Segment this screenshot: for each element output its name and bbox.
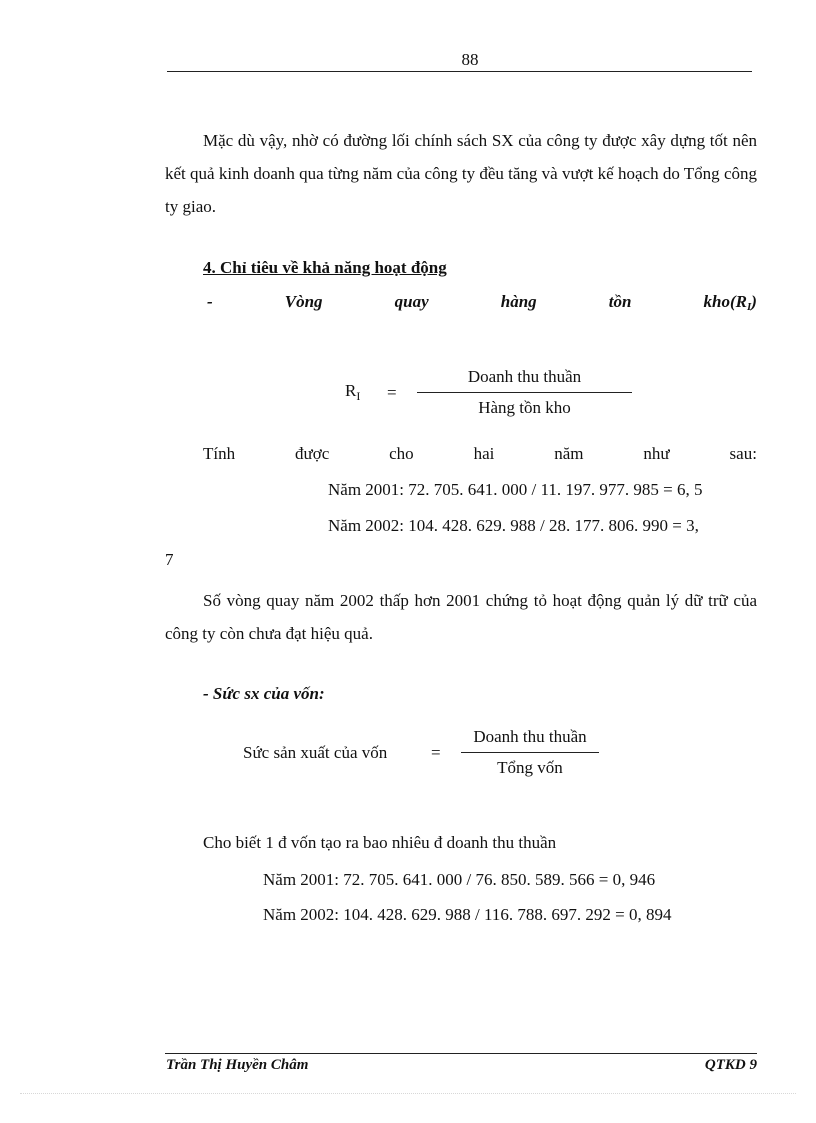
calc-intro-line <box>203 444 757 464</box>
capital-calc-2001: Năm 2001: 72. 705. 641. 000 / 76. 850. 589. 566 = 0, 946 <box>263 870 656 889</box>
inventory-heading-kho: kho(R <box>703 292 748 311</box>
page-bottom-edge <box>20 1093 796 1094</box>
inventory-heading-word: tồn <box>608 292 632 311</box>
calc-intro-word: sau: <box>729 444 757 463</box>
inventory-turnover-heading <box>207 292 757 313</box>
intro-paragraph <box>165 124 757 223</box>
capital-formula-equals: = <box>431 742 441 762</box>
inventory-heading-last <box>704 292 757 313</box>
footer-author: Trần Thị Huyền Châm <box>166 1057 309 1073</box>
calc-intro-word: hai <box>473 444 495 463</box>
inventory-turnover-formula <box>345 362 632 423</box>
inventory-conclusion-text: Số vòng quay năm 2002 thấp hơn 2001 chứng tỏ hoạt động quản lý dữ trữ của công ty còn chưa đạt hiệu quả. <box>165 591 757 643</box>
formula-symbol-subscript: I <box>356 389 361 403</box>
inventory-heading-subscript: I <box>747 301 752 313</box>
calc-intro-word: cho <box>389 444 414 463</box>
capital-productivity-heading: - Sức sx của vốn: <box>203 684 325 703</box>
formula-symbol <box>345 381 387 404</box>
formula-fraction <box>417 362 632 423</box>
inventory-heading-word: Vòng <box>284 292 323 311</box>
calc-intro-word: năm <box>554 444 584 463</box>
inventory-heading-word: hàng <box>500 292 537 311</box>
formula-numerator: Doanh thu thuần <box>467 367 582 386</box>
formula-symbol-r: R <box>345 381 357 400</box>
intro-paragraph-text: Mặc dù vậy, nhờ có đường lối chính sách SX của công ty được xây dựng tốt nên kết quả kinh doanh qua từng năm của công ty đều tăng và vượt kế hoạch do Tổng công ty giao. <box>165 131 757 216</box>
calc-intro-word: như <box>643 444 670 463</box>
calc-intro-word: Tính <box>203 444 236 463</box>
footer-class-code: QTKD 9 <box>704 1057 757 1073</box>
capital-formula-denominator: Tổng vốn <box>497 758 563 777</box>
inventory-calc-2002-continued: 7 <box>165 550 174 569</box>
header-divider <box>167 71 752 72</box>
formula-denominator: Hàng tồn kho <box>478 398 571 417</box>
footer-divider <box>165 1053 757 1054</box>
formula-equals: = <box>387 382 397 402</box>
inventory-heading-close: ) <box>751 292 757 311</box>
inventory-conclusion <box>165 584 757 650</box>
inventory-heading-word: - <box>207 292 213 311</box>
capital-calc-2002: Năm 2002: 104. 428. 629. 988 / 116. 788. 697. 292 = 0, 894 <box>263 905 672 924</box>
inventory-heading-word: quay <box>394 292 429 311</box>
page-number: 88 <box>461 50 479 69</box>
section-heading: 4. Chỉ tiêu về khả năng hoạt động <box>203 258 447 277</box>
capital-productivity-formula <box>243 722 599 783</box>
capital-formula-label: Sức sản xuất của vốn <box>243 742 388 762</box>
inventory-calc-2002: Năm 2002: 104. 428. 629. 988 / 28. 177. 806. 990 = 3, <box>328 516 699 535</box>
capital-formula-numerator: Doanh thu thuần <box>473 727 587 746</box>
inventory-calc-2001: Năm 2001: 72. 705. 641. 000 / 11. 197. 977. 985 = 6, 5 <box>328 480 703 499</box>
capital-productivity-note: Cho biết 1 đ vốn tạo ra bao nhiêu đ doanh thu thuần <box>203 833 557 852</box>
capital-formula-fraction <box>461 722 599 783</box>
calc-intro-word: được <box>295 444 330 463</box>
